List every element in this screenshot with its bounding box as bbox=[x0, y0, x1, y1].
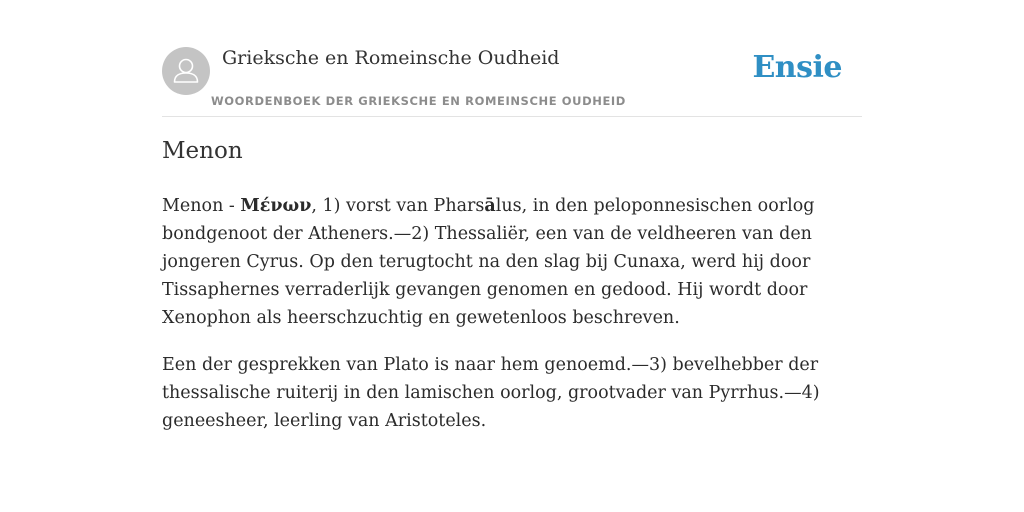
entry-paragraph-1 bbox=[162, 192, 842, 332]
user-icon bbox=[162, 47, 210, 95]
page-title: Menon bbox=[162, 138, 243, 164]
site-header bbox=[162, 46, 862, 117]
greek-term: Μένων bbox=[240, 196, 312, 216]
site-subtitle: WOORDENBOEK DER GRIEKSCHE EN ROMEINSCHE OUDHEID bbox=[211, 94, 626, 108]
avatar[interactable] bbox=[162, 47, 210, 95]
entry-text-part-2: lus, in den peloponnesischen oorlog bondgenoot der Atheners.—2) Thessaliër, een van de veldheeren van den jongeren Cyrus. Op den terugtocht na den slag bij Cunaxa, werd hij door Tissaphernes verraderlijk gevangen genomen en gedood. Hij wordt door Xenophon als heerschzuchtig en gewetenloos beschreven. bbox=[162, 196, 815, 328]
entry-paragraph-2: Een der gesprekken van Plato is naar hem genoemd.—3) bevelhebber der thessalische ruiterij in den lamischen oorlog, grootvader van Pyrrhus.—4) geneesheer, leerling van Aristoteles. bbox=[162, 355, 820, 431]
lemma-separator: - bbox=[223, 196, 241, 216]
brand-logo[interactable]: Ensie bbox=[752, 50, 842, 85]
macron-letter: ā bbox=[484, 196, 496, 216]
site-title[interactable]: Grieksche en Romeinsche Oudheid bbox=[222, 47, 560, 69]
entry-body bbox=[162, 192, 842, 454]
entry-text-part-1: , 1) vorst van Phars bbox=[311, 196, 485, 216]
entry-lemma: Menon bbox=[162, 196, 224, 216]
